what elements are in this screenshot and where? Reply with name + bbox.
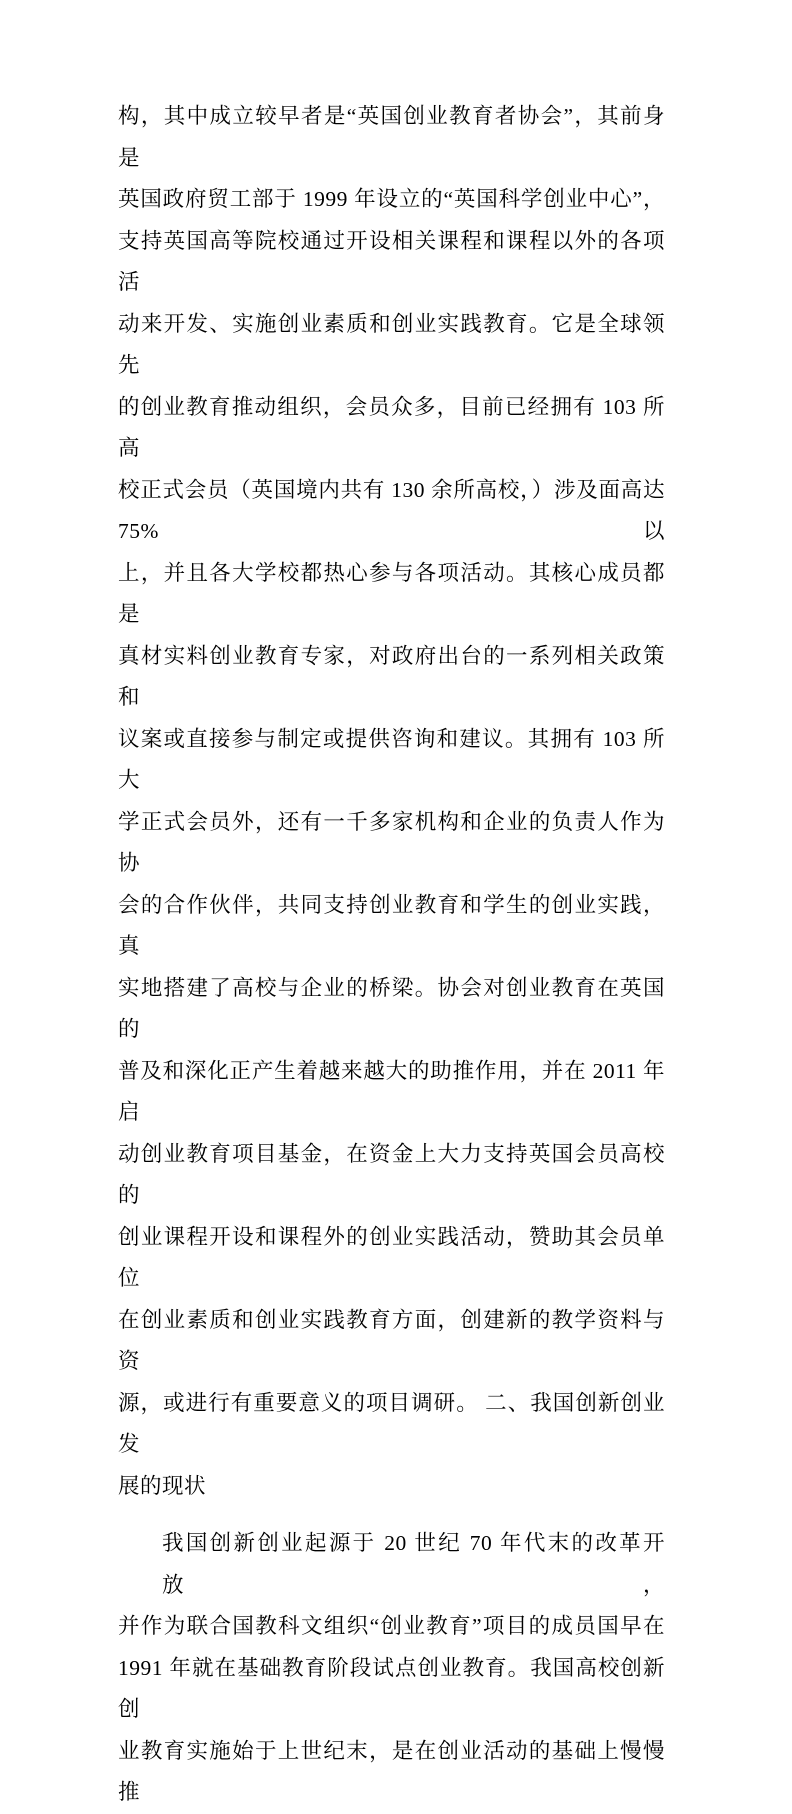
text-line: 会的合作伙伴，共同支持创业教育和学生的创业实践，真 (118, 892, 665, 958)
text-line: 构，其中成立较早者是“英国创业教育者协会”，其前身是 (118, 104, 665, 170)
text-line: 动创业教育项目基金，在资金上大力支持英国会员高校的 (118, 1141, 665, 1207)
text-line: 英国政府贸工部于 1999 年设立的“英国科学创业中心”， (118, 187, 665, 211)
text-line: 真材实料创业教育专家，对政府出台的一系列相关政策和 (118, 643, 665, 709)
text-line: 支持英国高等院校通过开设相关课程和课程以外的各项活 (118, 228, 665, 294)
text-line: 校正式会员（英国境内共有 130 余所高校，）涉及面高达 75%以 (118, 477, 665, 543)
text-line: 动来开发、实施创业素质和创业实践教育。它是全球领先 (118, 311, 665, 377)
text-line: 普及和深化正产生着越来越大的助推作用，并在 2011 年启 (118, 1058, 665, 1124)
text-line: 实地搭建了高校与企业的桥梁。协会对创业教育在英国的 (118, 975, 665, 1041)
text-line: 的创业教育推动组织，会员众多，目前已经拥有 103 所高 (118, 394, 665, 460)
text-line: 并作为联合国教科文组织“创业教育”项目的成员国早在 (118, 1614, 665, 1638)
paragraph-uk-entrepreneurship-education (118, 96, 665, 1507)
text-line: 业教育实施始于上世纪末，是在创业活动的基础上慢慢推 (118, 1738, 665, 1804)
text-block (118, 96, 665, 1814)
text-line: 议案或直接参与制定或提供咨询和建议。其拥有 103 所大 (118, 726, 665, 792)
text-line: 源，或进行有重要意义的项目调研。 二、我国创新创业发 (118, 1390, 665, 1456)
paragraph-china-innovation-development (118, 1523, 665, 1814)
text-line: 学正式会员外，还有一千多家机构和企业的负责人作为协 (118, 809, 665, 875)
text-line: 在创业素质和创业实践教育方面，创建新的教学资料与资 (118, 1307, 665, 1373)
text-line: 上，并且各大学校都热心参与各项活动。其核心成员都是 (118, 560, 665, 626)
text-line: 1991 年就在基础教育阶段试点创业教育。我国高校创新创 (118, 1655, 665, 1721)
text-line: 展的现状 (118, 1473, 207, 1498)
text-line: 我国创新创业起源于 20 世纪 70 年代末的改革开放， (162, 1531, 665, 1597)
text-line: 创业课程开设和课程外的创业实践活动，赞助其会员单位 (118, 1224, 665, 1290)
